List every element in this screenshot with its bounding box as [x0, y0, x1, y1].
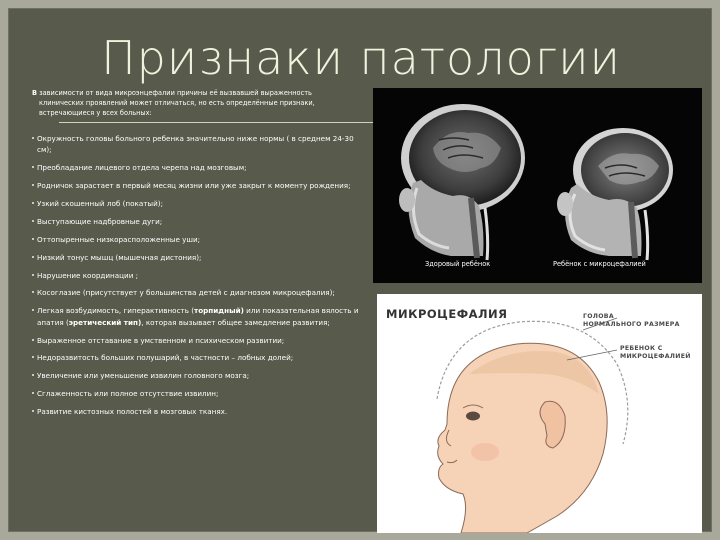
healthy-mri-scan — [399, 104, 525, 260]
list-item: Косоглазие (присутствует у большинства детей с диагнозом микроцефалия); — [32, 287, 362, 298]
label-normal-head — [583, 313, 680, 330]
label-normal-head-line1: ГОЛОВА — [583, 313, 614, 320]
list-item: Сглаженность или полное отсутствие извилин; — [32, 388, 362, 399]
label-microcephaly-line2: МИКРОЦЕФАЛИЕЙ — [620, 353, 691, 361]
list-item: Выраженное отставание в умственном и психическом развитии; — [32, 335, 362, 346]
list-item: Окружность головы больного ребенка значительно ниже нормы ( в среднем 24-30 см); — [32, 133, 362, 156]
list-item: Оттопыренные низкорасположенные уши; — [32, 234, 362, 245]
list-item-text: или показательная вялость и апатия ( — [37, 306, 359, 327]
list-item: Низкий тонус мышц (мышечная дистония); — [32, 252, 362, 263]
list-item-text: , которая вызывает общее замедление развития; — [141, 317, 330, 327]
list-item: Недоразвитость больших полушарий, в частности – лобных долей; — [32, 352, 362, 363]
slide-title: Признаки патологии — [101, 31, 621, 85]
list-item: Узкий скошенный лоб (покатый); — [32, 198, 362, 209]
mri-caption-healthy: Здоровый ребёнок — [425, 260, 491, 268]
list-item-text: Легкая возбудимость, гиперактивность ( — [37, 306, 195, 316]
list-item: Увеличение или уменьшение извилин головного мозга; — [32, 370, 362, 381]
mri-comparison-image — [373, 88, 702, 283]
list-item: Родничок зарастает в первый месяц жизни или уже закрыт к моменту рождения; — [32, 180, 362, 191]
intro-bold: В — [32, 89, 38, 97]
list-item: Преобладание лицевого отдела черепа над мозговым; — [32, 162, 362, 173]
label-normal-head-line2: НОРМАЛЬНОГО РАЗМЕРА — [583, 321, 680, 329]
list-item: Развитие кистозных полостей в мозговых тканях. — [32, 406, 362, 417]
symptom-list — [32, 133, 362, 424]
illustration-title: МИКРОЦЕФАЛИЯ — [386, 307, 508, 321]
list-item: Нарушение координации ; — [32, 270, 362, 281]
intro-paragraph — [32, 89, 357, 119]
divider-line — [59, 122, 389, 123]
mri-scans — [373, 88, 702, 283]
microcephaly-illustration — [377, 294, 702, 533]
list-item — [32, 305, 362, 328]
intro-text: зависимости от вида микроэнцефалии причины её вызвавшей выраженность клинических проявлений может отличаться, но есть определённые признаки, встречающиеся у всех больных: — [37, 89, 315, 117]
label-microcephaly-child — [620, 345, 691, 362]
label-microcephaly-line1: РЕБЕНОК С — [620, 345, 663, 352]
list-item: Выступающие надбровные дуги; — [32, 216, 362, 227]
slide — [8, 8, 712, 532]
baby-head-drawing — [377, 294, 702, 533]
list-item-bold: торпидный) — [194, 306, 244, 316]
mri-caption-microcephaly: Ребёнок с микроцефалией — [553, 260, 646, 268]
list-item-bold: эретический тип) — [68, 317, 142, 327]
microcephaly-mri-scan — [557, 128, 673, 260]
